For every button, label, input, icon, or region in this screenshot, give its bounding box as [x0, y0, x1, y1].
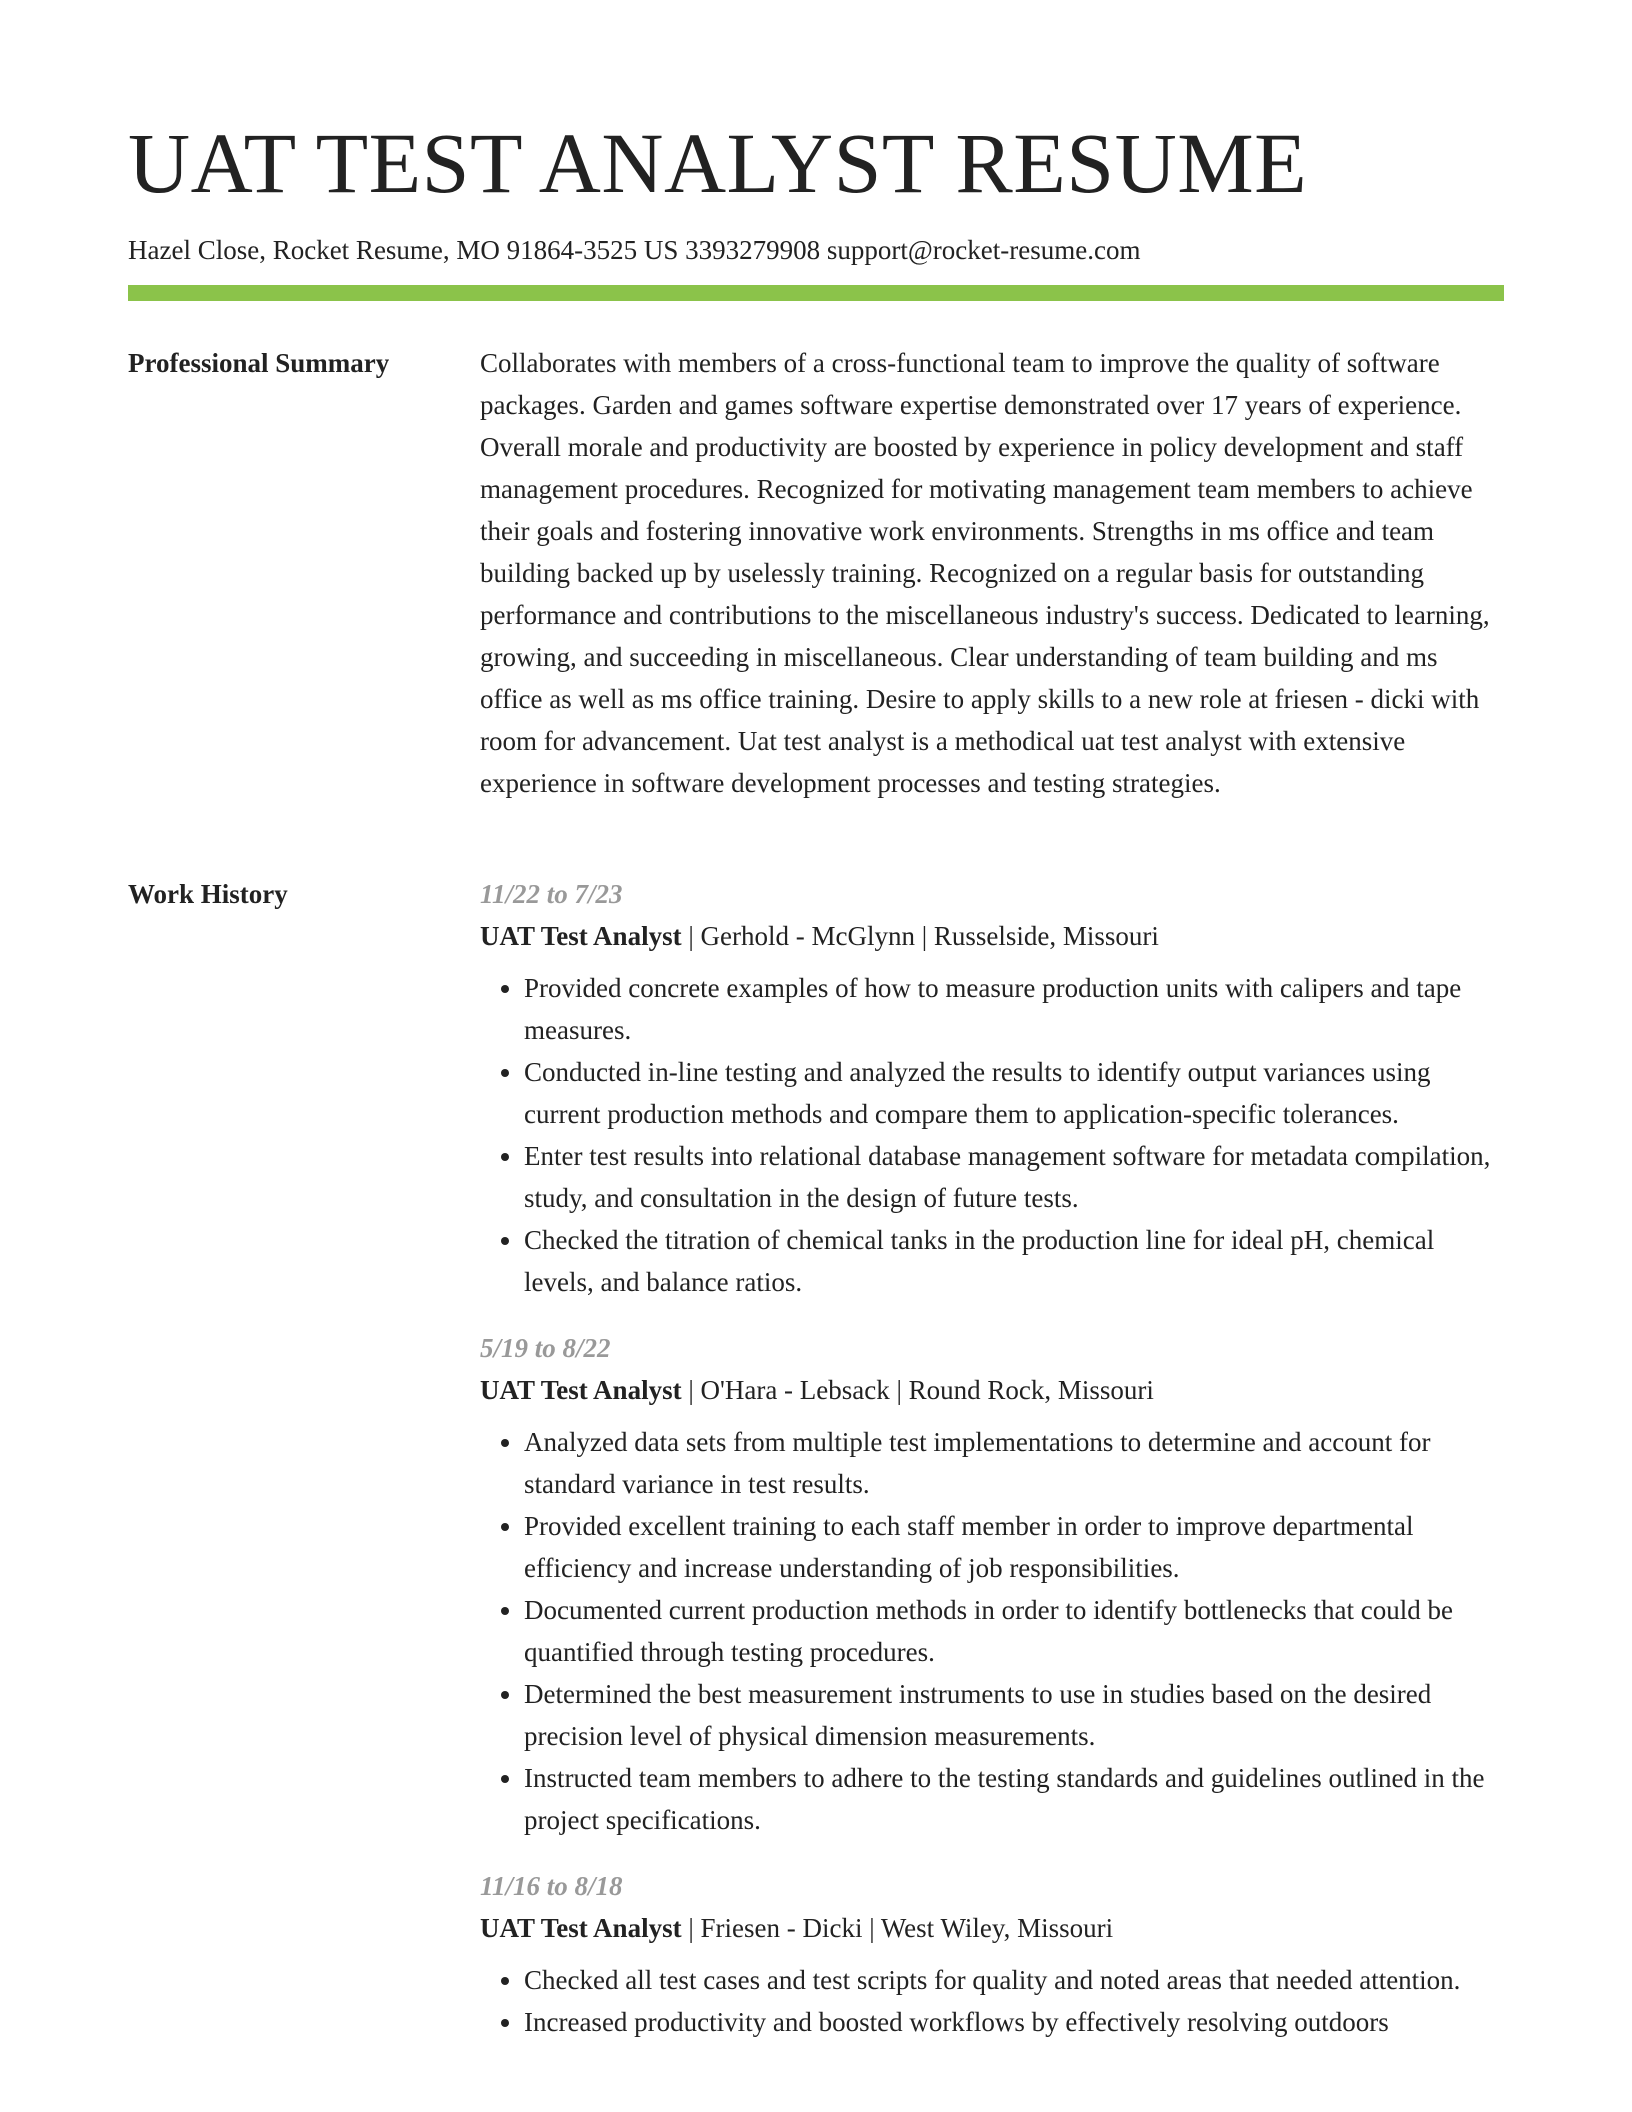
- job-bullet-list: [480, 1421, 1504, 1841]
- resume-title: UAT TEST ANALYST RESUME: [128, 115, 1308, 211]
- job-heading: [480, 915, 1504, 957]
- summary-text: Collaborates with members of a cross-functional team to improve the quality of software packages. Garden and games software expertise demonstrated over 17 years of experience. Overall morale and productivity are boosted by experience in policy development and staff management procedures. Recognized for motivating management team members to achieve their goals and fostering innovative work environments. Strengths in ms office and team building backed up by uselessly training. Recognized on a regular basis for outstanding performance and contributions to the miscellaneous industry's success. Dedicated to learning, growing, and succeeding in miscellaneous. Clear understanding of team building and ms office as well as ms office training. Desire to apply skills to a new role at friesen - dicki with room for advancement. Uat test analyst is a methodical uat test analyst with extensive experience in software development processes and testing strategies.: [480, 348, 1490, 798]
- job-bullet: • Checked all test cases and test scripts for quality and noted areas that needed attention.: [524, 1959, 1504, 2001]
- job-title: UAT Test Analyst: [480, 921, 682, 951]
- job-dates: 11/16 to 8/18: [480, 1871, 623, 1901]
- job-bullet: • Increased productivity and boosted workflows by effectively resolving outdoors: [524, 2001, 1504, 2043]
- job-entry: [480, 1865, 1504, 2043]
- contact-info: Hazel Close, Rocket Resume, MO 91864-3525 US 3393279908 support@rocket-resume.com: [128, 235, 1141, 265]
- job-heading: [480, 1369, 1504, 1411]
- job-title: UAT Test Analyst: [480, 1913, 682, 1943]
- job-details: | Gerhold - McGlynn | Russelside, Missouri: [681, 921, 1159, 951]
- job-bullet-list: [480, 1959, 1504, 2043]
- job-bullet: • Instructed team members to adhere to the testing standards and guidelines outlined in the project specifications.: [524, 1757, 1504, 1841]
- summary-body: [480, 342, 1504, 804]
- job-title: UAT Test Analyst: [480, 1375, 682, 1405]
- job-entry: [480, 873, 1504, 1303]
- job-bullet: • Conducted in-line testing and analyzed the results to identify output variances using current production methods and compare them to application-specific tolerances.: [524, 1051, 1504, 1135]
- job-bullet: • Checked the titration of chemical tanks in the production line for ideal pH, chemical levels, and balance ratios.: [524, 1219, 1504, 1303]
- job-bullet: • Provided excellent training to each staff member in order to improve departmental efficiency and increase understanding of job responsibilities.: [524, 1505, 1504, 1589]
- job-entry: [480, 1327, 1504, 1841]
- job-dates: 11/22 to 7/23: [480, 879, 623, 909]
- work-history-heading: Work History: [128, 879, 288, 909]
- job-bullet: • Provided concrete examples of how to measure production units with calipers and tape measures.: [524, 967, 1504, 1051]
- header-divider: [128, 285, 1504, 301]
- job-dates: 5/19 to 8/22: [480, 1333, 611, 1363]
- job-bullet: • Determined the best measurement instruments to use in studies based on the desired precision level of physical dimension measurements.: [524, 1673, 1504, 1757]
- summary-heading: Professional Summary: [128, 348, 390, 378]
- job-bullet: • Documented current production methods in order to identify bottlenecks that could be quantified through testing procedures.: [524, 1589, 1504, 1673]
- job-heading: [480, 1907, 1504, 1949]
- job-details: | O'Hara - Lebsack | Round Rock, Missouri: [681, 1375, 1154, 1405]
- job-bullet-list: [480, 967, 1504, 1303]
- work-history-body: [480, 873, 1504, 2067]
- job-details: | Friesen - Dicki | West Wiley, Missouri: [681, 1913, 1114, 1943]
- job-bullet: • Analyzed data sets from multiple test implementations to determine and account for standard variance in test results.: [524, 1421, 1504, 1505]
- job-bullet: • Enter test results into relational database management software for metadata compilation, study, and consultation in the design of future tests.: [524, 1135, 1504, 1219]
